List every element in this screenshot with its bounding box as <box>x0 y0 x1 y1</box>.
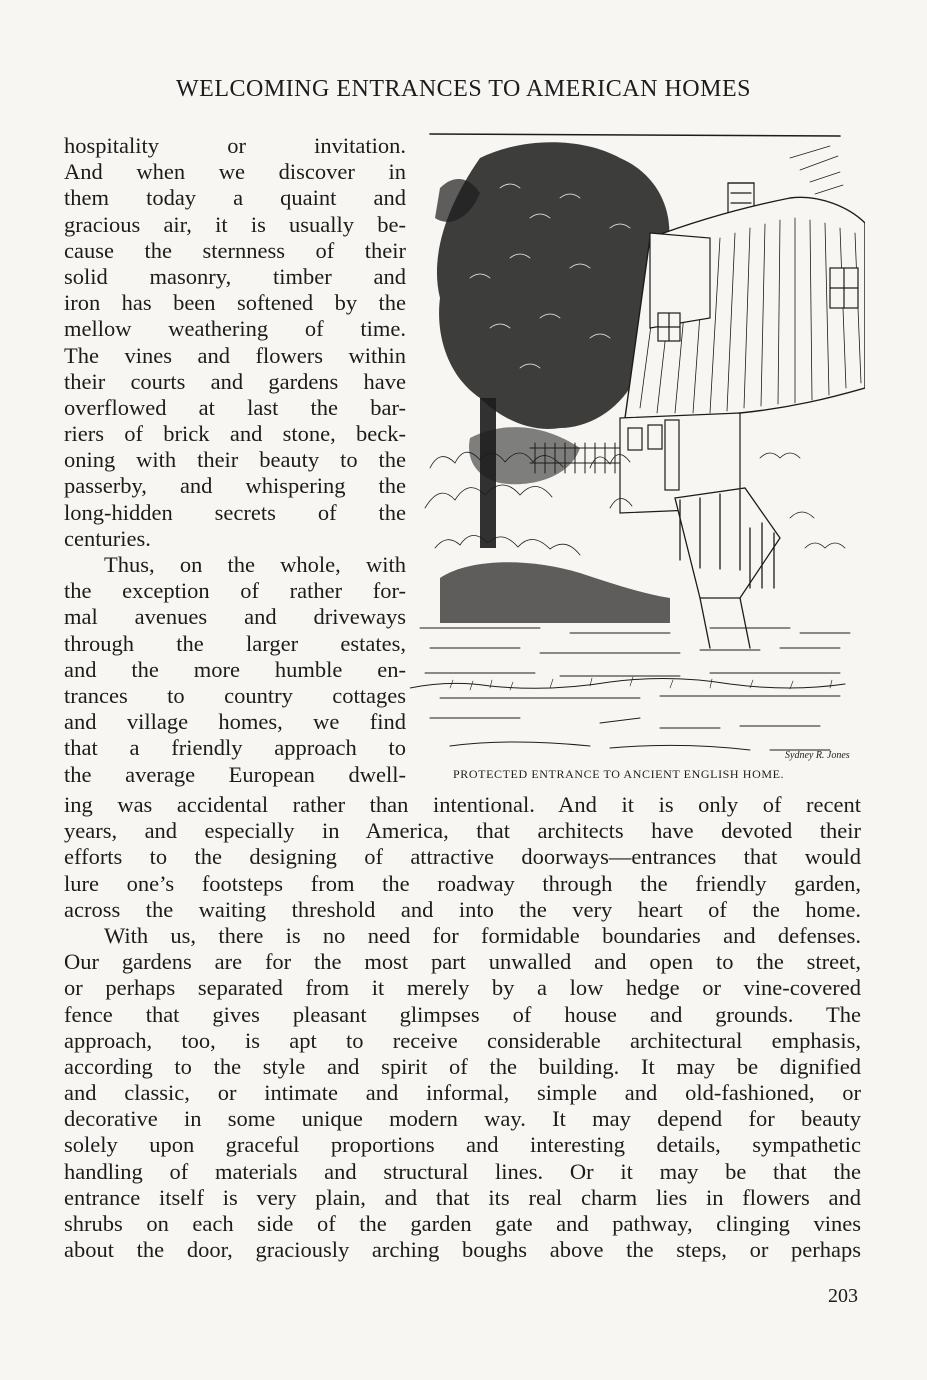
text-line: according to the style and spirit of the building. It may be dignified <box>64 1053 861 1079</box>
text-line: and classic, or intimate and informal, simple and old-fashioned, or <box>64 1080 861 1106</box>
text-line: the average European dwell- <box>64 761 406 787</box>
text-line: decorative in some unique modern way. It may depend for beauty <box>64 1106 861 1132</box>
text-line: riers of brick and stone, beck- <box>64 421 406 447</box>
text-line: oning with their beauty to the <box>64 447 406 473</box>
cottage-illustration <box>410 128 865 768</box>
text-line: lure one’s footsteps from the roadway through the friendly garden, <box>64 870 861 896</box>
text-line: them today a quaint and <box>64 185 406 211</box>
text-line: passerby, and whispering the <box>64 473 406 499</box>
text-line: long-hidden secrets of the <box>64 499 406 525</box>
text-line: and village homes, we find <box>64 709 406 735</box>
text-line: efforts to the designing of attractive doorways—entrances that would <box>64 844 861 870</box>
figure-caption: PROTECTED ENTRANCE TO ANCIENT ENGLISH HOME. <box>453 767 785 781</box>
text-line: mellow weathering of time. <box>64 316 406 342</box>
text-line: With us, there is no need for formidable boundaries and defenses. <box>104 922 861 948</box>
text-line: their courts and gardens have <box>64 368 406 394</box>
text-line: solid masonry, timber and <box>64 263 406 289</box>
text-line: years, and especially in America, that architects have devoted their <box>64 818 861 844</box>
text-line: approach, too, is apt to receive considerable architectural emphasis, <box>64 1027 861 1053</box>
text-line: hospitality or invitation. <box>64 133 406 158</box>
running-head: WELCOMING ENTRANCES TO AMERICAN HOMES <box>176 76 751 102</box>
text-line: gracious air, it is usually be- <box>64 211 406 237</box>
artist-signature: Sydney R. Jones <box>785 750 850 761</box>
text-line: cause the sternness of their <box>64 237 406 263</box>
text-line: entrance itself is very plain, and that its real charm lies in flowers and <box>64 1184 861 1210</box>
text-line: centuries. <box>64 525 151 551</box>
text-line: ing was accidental rather than intentional. And it is only of recent <box>64 792 861 817</box>
text-line: mal avenues and driveways <box>64 604 406 630</box>
text-line: Our gardens are for the most part unwalled and open to the street, <box>64 949 861 975</box>
body-text <box>64 792 861 1263</box>
text-line: about the door, graciously arching boughs above the steps, or perhaps <box>64 1237 861 1263</box>
column-text <box>64 133 406 788</box>
text-line: Thus, on the whole, with <box>104 552 406 577</box>
text-line: across the waiting threshold and into the very heart of the home. <box>64 896 861 922</box>
text-line: the exception of rather for- <box>64 578 406 604</box>
page-number: 203 <box>828 1285 858 1307</box>
text-line: and the more humble en- <box>64 656 406 682</box>
text-line: iron has been softened by the <box>64 290 406 316</box>
text-line: overflowed at last the bar- <box>64 394 406 420</box>
text-line: through the larger estates, <box>64 630 406 656</box>
text-line: trances to country cottages <box>64 682 406 708</box>
text-line: And when we discover in <box>64 159 406 185</box>
text-line: solely upon graceful proportions and interesting details, sympathetic <box>64 1132 861 1158</box>
text-line: or perhaps separated from it merely by a low hedge or vine-covered <box>64 975 861 1001</box>
text-line: fence that gives pleasant glimpses of house and grounds. The <box>64 1001 861 1027</box>
text-line: handling of materials and structural lines. Or it may be that the <box>64 1158 861 1184</box>
text-line: The vines and flowers within <box>64 342 406 368</box>
text-line: shrubs on each side of the garden gate and pathway, clinging vines <box>64 1211 861 1236</box>
text-line: that a friendly approach to <box>64 735 406 761</box>
